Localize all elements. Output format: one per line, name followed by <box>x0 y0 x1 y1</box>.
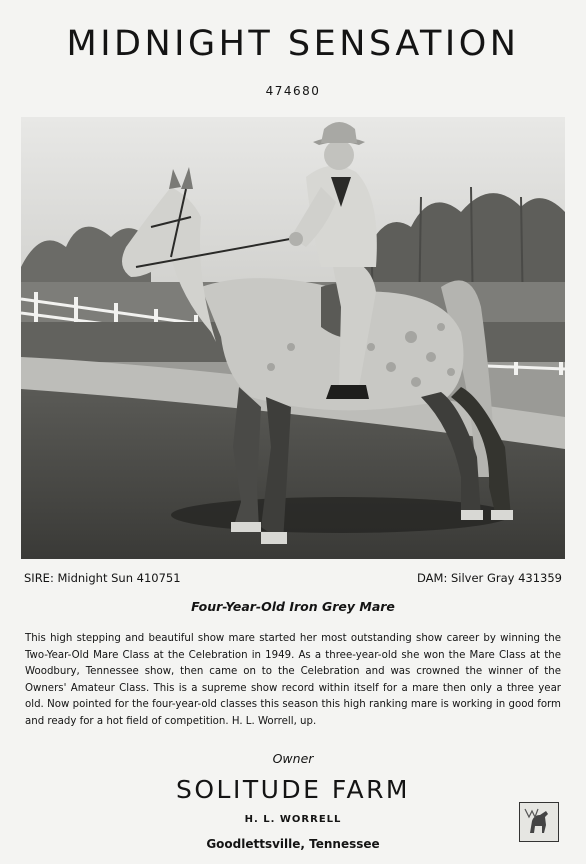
farm-logo <box>519 802 559 842</box>
sire-line: SIRE: Midnight Sun 410751 <box>24 571 181 585</box>
horse-photo <box>21 117 565 559</box>
dam-line: DAM: Silver Gray 431359 <box>417 571 562 585</box>
owner-location: Goodlettsville, Tennessee <box>206 837 380 851</box>
horse-logo-icon <box>520 803 558 841</box>
registration-number: 474680 <box>265 84 321 98</box>
show-record-paragraph: This high stepping and beautiful show mare started her most outstanding show career by winning the Two-Year-Old Mare Class at the Celebration in 1949. As a three-year-old she won the Mare Class at the Woodbury, Tennessee show, then came on to the Celebration and was crowned the winner of the Owners' Amateur Class. This is a supreme show record within itself for a mare then only a three year old. Now pointed for the four-year-old classes this season this high ranking mare is working in good form and ready for a hot field of competition. H. L. Worrell, up. <box>25 633 561 727</box>
page-title: MIDNIGHT SENSATION <box>66 24 520 64</box>
owner-name: H. L. WORRELL <box>244 814 342 825</box>
horse-description-subtitle: Four-Year-Old Iron Grey Mare <box>191 599 395 614</box>
farm-name: SOLITUDE FARM <box>175 775 411 804</box>
owner-label: Owner <box>272 751 314 766</box>
horse-and-rider-image <box>21 117 565 559</box>
